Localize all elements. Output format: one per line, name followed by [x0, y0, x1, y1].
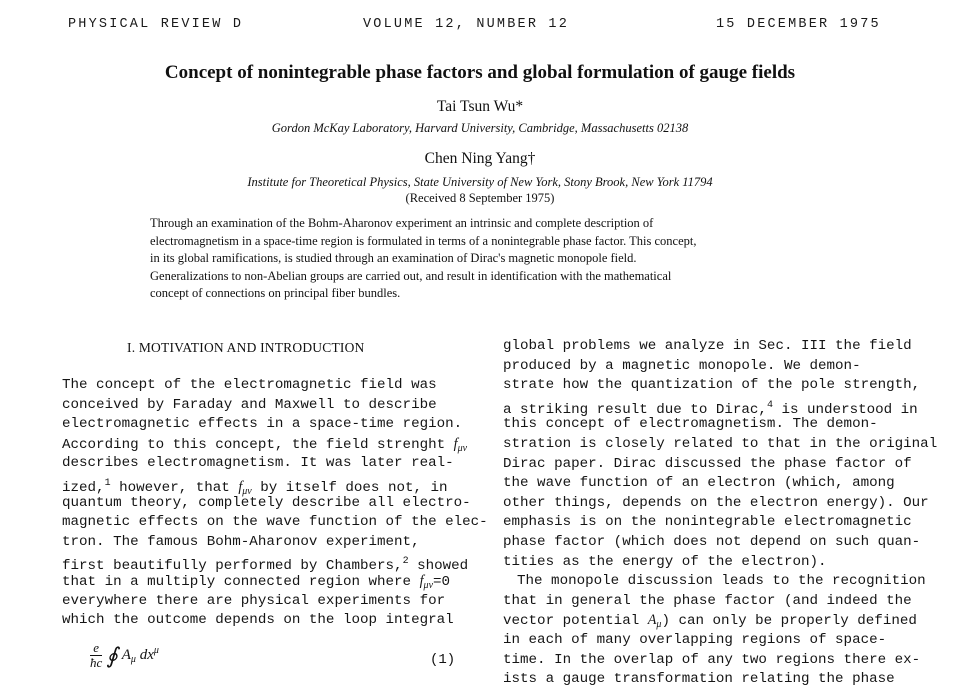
text-line: this concept of electromagnetism. The demon- [503, 416, 878, 433]
author-name-1: Tai Tsun Wu* [436, 98, 524, 115]
volume-number: VOLUME 12, NUMBER 12 [363, 17, 570, 32]
text-line: time. In the overlap of any two regions there ex- [503, 651, 921, 668]
text-line: stration is closely related to that in the original [503, 435, 938, 452]
left-column [62, 376, 488, 631]
munu-subscript: μν [457, 442, 468, 454]
text-line: in each of many overlapping regions of space- [503, 631, 887, 648]
equation-number: (1) [430, 652, 456, 668]
text-line: Dirac paper. Dirac discussed the phase factor of [503, 455, 912, 472]
text-line: strate how the quantization of the pole strength, [503, 377, 921, 394]
text-line: conceived by Faraday and Maxwell to describe [62, 396, 437, 413]
contour-integral-icon: ∮ [106, 642, 118, 668]
text-line: the wave function of an electron (which, among [503, 475, 895, 492]
abstract-line: Generalizations to non-Abelian groups are carried out, and result in identification with the mathematical [150, 268, 672, 283]
reference-marker: 2 [402, 556, 409, 568]
abstract-line: concept of connections on principal fiber bundles. [150, 286, 401, 301]
text-line: produced by a magnetic monopole. We demon- [503, 357, 861, 374]
received-date: (Received 8 September 1975) [405, 191, 555, 205]
text-line: emphasis is on the nonintegrable electromagnetic [503, 514, 912, 531]
paper-title: Concept of nonintegrable phase factors and global formulation of gauge fields [164, 62, 796, 83]
text-line: The concept of the electromagnetic field was [62, 377, 437, 393]
text-line: ists a gauge transformation relating the phase [503, 671, 895, 688]
vector-potential-symbol: A [647, 612, 657, 629]
text-line: everywhere there are physical experiments for [62, 592, 446, 609]
reference-marker: 1 [104, 477, 111, 489]
text-line: which the outcome depends on the loop integral [62, 612, 454, 629]
abstract-line: electromagnetism in a space-time region is formulated in terms of a nonintegrable phase factor. This concept, [150, 233, 697, 248]
text-line: tities as the energy of the electron). [503, 553, 827, 570]
text-line: first beautifully performed by Chambers,$^2$ showed [62, 556, 469, 575]
text-line: electromagnetic effects in a space-time region. [62, 416, 463, 433]
text-line: phase factor (which does not depend on such quan- [503, 533, 921, 550]
author-affiliation-1: Gordon McKay Laboratory, Harvard University, Cambridge, Massachusetts 02138 [271, 121, 689, 135]
journal-name: PHYSICAL REVIEW D [68, 17, 244, 32]
e-over-hbar-c: $\frac{e}{ħc}$ [90, 640, 103, 670]
text-line: According to this concept, the field strenght $f_{\mu\nu}$ [62, 435, 468, 454]
text-line: ized,$^1$ however, that $f_{\mu\nu}$ by itself does not, in [62, 477, 448, 497]
equation-1: $\frac{e}{ħc}$ ∮ $A_\mu$ $dx^\mu$ [90, 640, 159, 670]
text-line: The monopole discussion leads to the recognition [517, 573, 926, 590]
text-line: tron. The famous Bohm-Aharonov experiment, [62, 533, 420, 550]
abstract [150, 215, 696, 303]
field-strength-symbol: f [453, 435, 458, 452]
text-line: global problems we analyze in Sec. III the field [503, 338, 912, 354]
text-line: other things, depends on the electron energy). Our [503, 494, 929, 511]
author-name-2: Chen Ning Yang† [424, 150, 536, 167]
text-line: quantum theory, completely describe all electro- [62, 494, 471, 511]
text-line: a striking result due to Dirac,$^4$ is understood in [503, 399, 918, 418]
text-line: that in a multiply connected region where $f_{\mu\nu}=0$ [62, 572, 451, 591]
reference-marker: 4 [766, 399, 773, 411]
text-line: magnetic effects on the wave function of the elec- [62, 514, 488, 531]
section-heading: I. MOTIVATION AND INTRODUCTION [127, 340, 365, 355]
right-column [503, 337, 937, 690]
author-affiliation-2: Institute for Theoretical Physics, State University of New York, Stony Brook, New York 11794 [247, 175, 713, 189]
text-line: that in general the phase factor (and indeed the [503, 592, 912, 609]
text-line: describes electromagnetism. It was later real- [62, 455, 454, 472]
abstract-line: Through an examination of the Bohm-Aharonov experiment an intrinsic and complete description of [150, 216, 654, 230]
text-line: vector potential $A_\mu$) can only be properly defined [503, 612, 917, 631]
abstract-line: in its global ramifications, is studied through an examination of Dirac's magnetic monopole field. [150, 251, 637, 266]
issue-date: 15 DECEMBER 1975 [716, 17, 881, 32]
